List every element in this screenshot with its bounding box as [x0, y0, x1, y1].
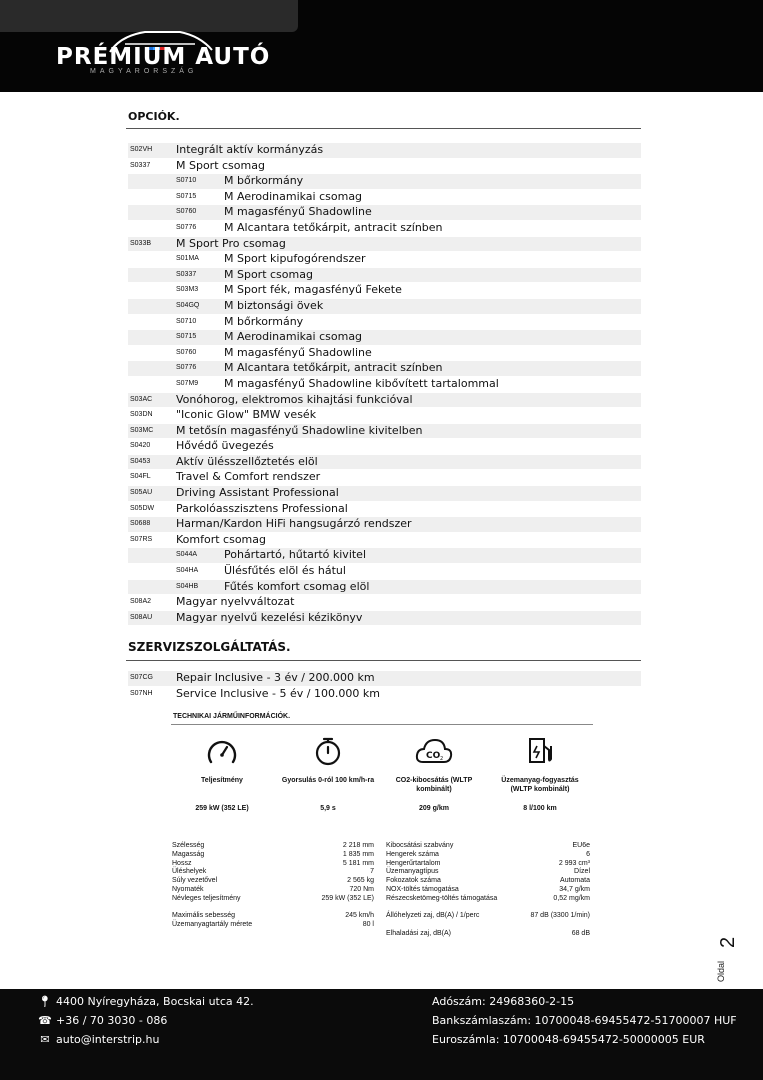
option-label: Travel & Comfort rendszer: [176, 470, 321, 484]
spec-value: 2 565 kg: [347, 877, 374, 885]
spec-key: Üléshelyek: [172, 868, 207, 876]
option-code: S0337: [176, 270, 197, 278]
spec-value: 87 dB (3300 1/min): [530, 912, 590, 920]
option-code: S0710: [176, 177, 197, 185]
stopwatch-icon: [313, 736, 343, 766]
spec-row: [172, 912, 374, 921]
spec-value: 259 kW (352 LE): [321, 894, 374, 902]
option-code: S07NH: [130, 689, 153, 697]
option-label: Driving Assistant Professional: [176, 486, 339, 500]
list-item: [128, 595, 641, 611]
options-title: OPCIÓK.: [128, 110, 180, 123]
option-code: S033B: [130, 239, 152, 247]
option-label: M bőrkormány: [224, 174, 304, 188]
list-item: [128, 502, 641, 518]
list-item: [128, 580, 641, 596]
page-number: [712, 918, 742, 986]
list-item: [128, 315, 641, 331]
option-label: M Sport Pro csomag: [176, 236, 286, 250]
page-number-value: 2: [717, 936, 739, 948]
page-label: Oldal: [716, 960, 726, 982]
list-item: [128, 533, 641, 549]
option-code: S02VH: [130, 146, 153, 153]
list-item: [128, 687, 641, 703]
option-code: S0337: [130, 161, 151, 169]
list-item: [128, 455, 641, 471]
footer-tax-number: Adószám: 24968360-2-15: [432, 995, 575, 1008]
metric-value: 209 g/km: [419, 805, 449, 812]
option-label: M Aerodinamikai csomag: [224, 330, 363, 344]
spec-key: Elhaladási zaj, dB(A): [386, 929, 451, 937]
spec-key: Névleges teljesítmény: [172, 894, 241, 902]
spec-value: 5 181 mm: [342, 859, 374, 867]
option-code: S07CG: [130, 674, 153, 681]
svg-text:CO: CO: [426, 751, 441, 761]
option-code: S0710: [176, 317, 197, 325]
spec-row: [172, 851, 374, 860]
footer-address: 📍︎ 4400 Nyíregyháza, Bocskai utca 42.: [38, 995, 254, 1008]
spec-key: Nyomaték: [172, 885, 204, 893]
options-list: [128, 143, 641, 626]
spec-row: [386, 895, 590, 913]
metric-label: Gyorsulás 0-ról 100 km/h-ra: [281, 777, 375, 784]
spec-value: 80 l: [362, 921, 374, 929]
spec-key: Részecsketömeg-töltés támogatása: [386, 894, 498, 902]
list-item: [128, 548, 641, 564]
list-item: [128, 330, 641, 346]
metric-label: Üzemanyag-fogyasztás (WLTP kombinált): [501, 777, 579, 793]
option-code: S0776: [176, 223, 197, 231]
option-code: S01MA: [176, 255, 199, 263]
metric-label: Teljesítmény: [201, 777, 243, 784]
option-code: S03AC: [130, 395, 153, 403]
option-code: S08A2: [130, 598, 152, 606]
spec-key: Maximális sebesség: [172, 912, 236, 920]
list-item: [128, 517, 641, 533]
spec-key: Üzemanyagtípus: [386, 868, 439, 876]
list-item: [128, 361, 641, 377]
option-label: M Aerodinamikai csomag: [224, 189, 363, 203]
spec-key: Üzemanyagtartály mérete: [172, 921, 253, 929]
spec-value: 34,7 g/km: [559, 885, 590, 893]
metric-power: [172, 736, 272, 812]
option-code: S07M9: [176, 379, 199, 387]
list-item: [128, 408, 641, 424]
spec-row: [172, 842, 374, 851]
phone-icon: ☎: [38, 1014, 52, 1027]
option-label: Service Inclusive - 5 év / 100.000 km: [176, 686, 381, 700]
tech-title-rule: [171, 724, 593, 725]
list-item: [128, 564, 641, 580]
option-code: S044A: [176, 551, 198, 559]
option-label: M magasfényű Shadowline kibővített tartalommal: [224, 376, 499, 390]
spec-row: [172, 877, 374, 886]
page-header: [0, 0, 763, 92]
option-code: S04HA: [176, 567, 199, 575]
spec-key: Hengerűrtartalom: [386, 859, 441, 867]
spec-value: 2 993 cm³: [558, 859, 590, 867]
list-item: [128, 486, 641, 502]
footer-phone: ☎ +36 / 70 3030 - 086: [38, 1014, 168, 1027]
envelope-icon: ✉: [40, 1033, 50, 1046]
option-code: S03M3: [176, 286, 199, 294]
specs-left-table: [172, 842, 374, 930]
service-list: [128, 671, 641, 702]
spec-value: 7: [370, 868, 374, 876]
option-label: M Sport csomag: [176, 158, 265, 172]
option-code: S0420: [130, 442, 151, 450]
speedometer-icon: [205, 736, 239, 766]
list-item: [128, 424, 641, 440]
list-item: [128, 190, 641, 206]
option-label: M Sport kipufogórendszer: [224, 252, 366, 266]
list-item: [128, 671, 641, 687]
spec-key: Magasság: [172, 850, 205, 858]
option-code: S04GQ: [176, 301, 200, 309]
list-item: [128, 205, 641, 221]
spec-row: [386, 842, 590, 851]
co2-cloud-icon: [414, 736, 454, 766]
option-label: "Iconic Glow" BMW vesék: [176, 408, 317, 422]
list-item: [128, 283, 641, 299]
option-code: S0760: [176, 208, 197, 216]
spec-row: [386, 868, 590, 877]
list-item: [128, 346, 641, 362]
footer-email[interactable]: ✉ auto@interstrip.hu: [38, 1033, 159, 1046]
brand-subtitle: MAGYARORSZÁG: [90, 68, 198, 75]
list-item: [128, 470, 641, 486]
option-label: Hővédő üvegezés: [176, 439, 274, 453]
metric-acceleration: [278, 736, 378, 812]
option-label: Fűtés komfort csomag elöl: [224, 579, 370, 593]
spec-key: Kibocsátási szabvány: [386, 842, 454, 849]
service-title: SZERVIZSZOLGÁLTATÁS.: [128, 640, 291, 654]
footer-bank-account: Bankszámlaszám: 10700048-69455472-51700007 HUF: [432, 1014, 737, 1027]
option-code: S0776: [176, 364, 197, 372]
tech-title: TECHNIKAI JÁRMŰINFORMÁCIÓK.: [173, 713, 291, 720]
spec-row: [172, 921, 374, 930]
brand-name: PRÉMIUM AUTÓ: [56, 44, 271, 70]
option-label: Vonóhorog, elektromos kihajtási funkcióval: [176, 392, 413, 406]
option-label: M Sport fék, magasfényű Fekete: [224, 283, 402, 297]
option-code: S0453: [130, 457, 151, 465]
svg-text:2: 2: [440, 756, 444, 762]
spec-value: 68 dB: [571, 929, 590, 937]
list-item: [128, 252, 641, 268]
specs-right-table: [386, 842, 590, 939]
list-item: [128, 439, 641, 455]
list-item: [128, 143, 641, 159]
location-pin-icon: 📍︎: [38, 995, 52, 1008]
spec-value: EU6e: [572, 842, 590, 849]
list-item: [128, 221, 641, 237]
spec-row: [172, 886, 374, 895]
option-code: S0688: [130, 520, 151, 528]
spec-row: [172, 868, 374, 877]
option-code: S03DN: [130, 411, 153, 419]
spec-key: NOX-töltés támogatása: [386, 885, 459, 893]
option-label: M Sport csomag: [224, 267, 313, 281]
spec-key: Fokozatok száma: [386, 877, 441, 885]
page-footer: [0, 989, 763, 1080]
list-item: [128, 174, 641, 190]
option-label: M magasfényű Shadowline: [224, 205, 372, 219]
metric-fuel: [490, 736, 590, 812]
list-item: [128, 377, 641, 393]
metric-co2: [384, 736, 484, 812]
spec-row: [386, 877, 590, 886]
option-label: Magyar nyelvváltozat: [176, 595, 295, 609]
option-label: Harman/Kardon HiFi hangsugárzó rendszer: [176, 517, 412, 531]
spec-key: Hengerek száma: [386, 850, 439, 858]
spec-row: [386, 912, 590, 930]
spec-value: 6: [586, 850, 590, 858]
option-label: Magyar nyelvű kezelési kézikönyv: [176, 610, 363, 624]
list-item: [128, 159, 641, 175]
list-item: [128, 393, 641, 409]
spec-value: 720 Nm: [349, 885, 374, 893]
spec-key: Hossz: [172, 859, 192, 867]
spec-value: 1 835 mm: [342, 850, 374, 858]
footer-euro-account: Euroszámla: 10700048-69455472-50000005 EUR: [432, 1033, 705, 1046]
options-title-rule: [126, 128, 641, 129]
spec-row: [386, 851, 590, 860]
metric-value: 5,9 s: [320, 805, 336, 812]
option-label: M tetősín magasfényű Shadowline kivitelben: [176, 423, 423, 437]
option-label: Parkolóasszisztens Professional: [176, 501, 348, 515]
list-item: [128, 268, 641, 284]
list-item: [128, 299, 641, 315]
option-code: S05DW: [130, 504, 155, 512]
spec-row: [172, 895, 374, 913]
spec-value: 0,52 mg/km: [553, 894, 590, 902]
option-label: M bőrkormány: [224, 314, 304, 328]
fuel-pump-icon: [525, 736, 555, 766]
option-code: S04HB: [176, 582, 199, 590]
option-label: M Alcantara tetőkárpit, antracit színben: [224, 220, 443, 234]
option-code: S03MC: [130, 426, 154, 434]
option-label: M magasfényű Shadowline: [224, 345, 372, 359]
metric-value: 259 kW (352 LE): [195, 805, 249, 812]
option-code: S07RS: [130, 535, 153, 543]
option-label: Ülésfűtés elöl és hátul: [224, 564, 346, 578]
metric-label: CO2-kibocsátás (WLTP kombinált): [395, 777, 473, 793]
option-label: Integrált aktív kormányzás: [176, 143, 324, 156]
list-item: [128, 237, 641, 253]
spec-key: Súly vezetővel: [172, 877, 218, 885]
option-code: S0715: [176, 192, 197, 200]
spec-value: 245 km/h: [345, 912, 374, 920]
spec-value: Automata: [560, 877, 590, 885]
option-label: Pohártartó, hűtartó kivitel: [224, 548, 367, 562]
spec-value: Dízel: [574, 868, 590, 876]
metric-value: 8 l/100 km: [523, 805, 557, 812]
option-code: S0715: [176, 333, 197, 341]
list-item: [128, 611, 641, 627]
spec-key: Szélesség: [172, 842, 205, 849]
option-label: M biztonsági övek: [224, 298, 324, 312]
spec-value: 2 218 mm: [342, 842, 374, 849]
spec-row: [386, 886, 590, 895]
option-label: M Alcantara tetőkárpit, antracit színben: [224, 361, 443, 375]
option-label: Aktív ülésszellőztetés elöl: [176, 454, 318, 468]
option-label: Komfort csomag: [176, 532, 266, 546]
option-code: S08AU: [130, 613, 153, 621]
spec-key: Állóhelyzeti zaj, dB(A) / 1/perc: [386, 912, 480, 920]
option-label: Repair Inclusive - 3 év / 200.000 km: [176, 671, 375, 684]
spec-row: [386, 930, 590, 939]
option-code: S04FL: [130, 473, 151, 481]
option-code: S05AU: [130, 489, 153, 497]
option-code: S0760: [176, 348, 197, 356]
service-title-rule: [126, 660, 641, 661]
